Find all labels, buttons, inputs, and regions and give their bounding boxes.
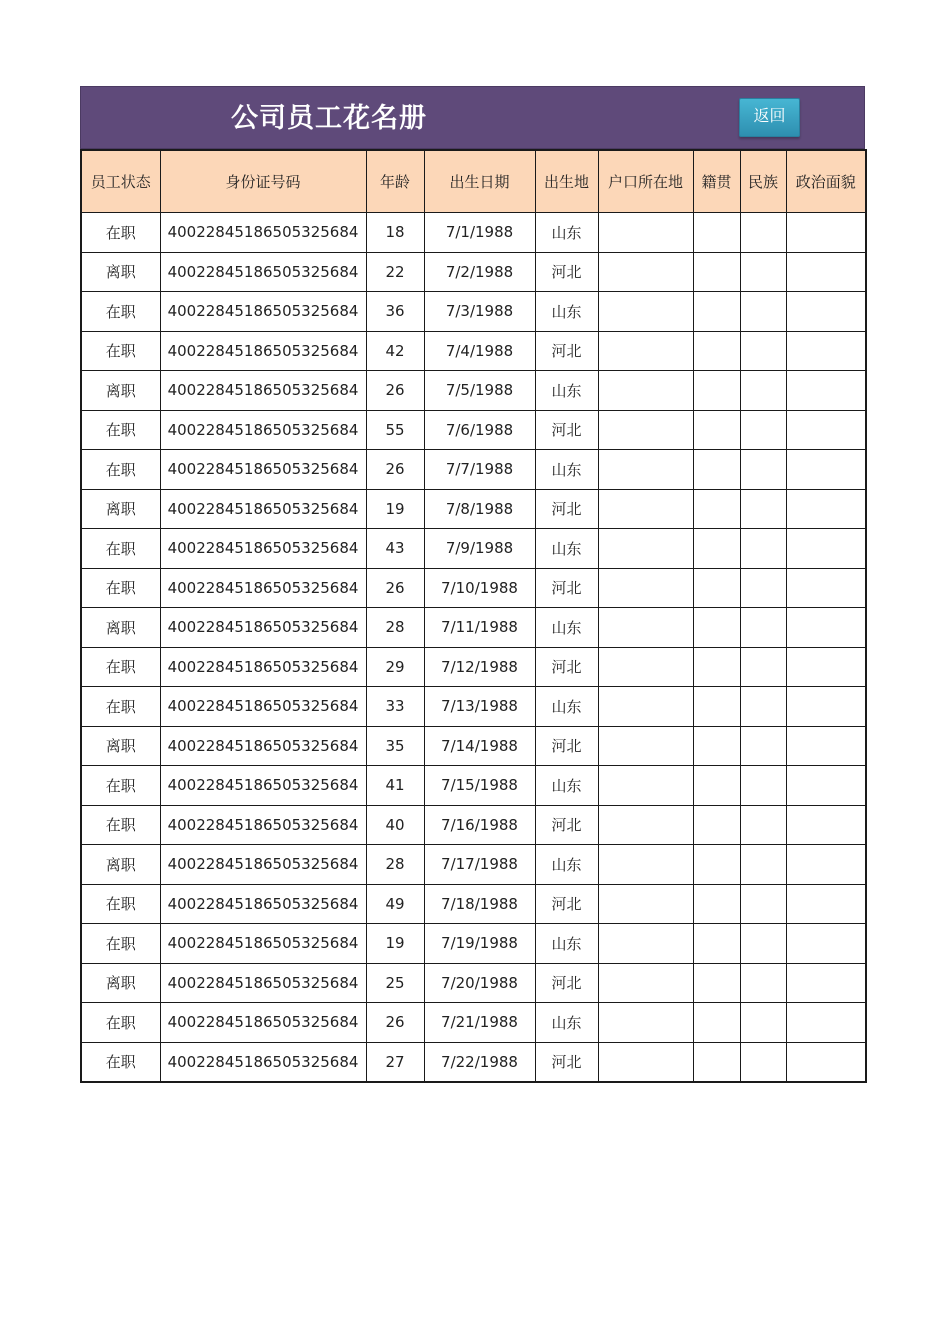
table-row <box>81 489 866 529</box>
ethnicity-cell[interactable] <box>740 213 786 253</box>
birthplace-cell[interactable]: 山东 <box>535 292 598 332</box>
hukou-cell[interactable] <box>598 1003 693 1043</box>
column-header-native-place: 籍贯 <box>693 150 740 213</box>
native-place-cell[interactable] <box>693 766 740 806</box>
native-place-cell[interactable] <box>693 884 740 924</box>
table-row <box>81 924 866 964</box>
birthplace-cell[interactable]: 山东 <box>535 687 598 727</box>
birthplace-cell[interactable]: 山东 <box>535 608 598 648</box>
age-cell[interactable]: 28 <box>366 608 424 648</box>
birthplace-cell[interactable]: 山东 <box>535 766 598 806</box>
hukou-cell[interactable] <box>598 726 693 766</box>
employee-status-cell[interactable]: 在职 <box>81 766 160 806</box>
political-status-cell[interactable] <box>786 647 866 687</box>
birth-date-cell[interactable]: 7/22/1988 <box>424 1042 535 1082</box>
back-button[interactable]: 返回 <box>739 98 800 137</box>
ethnicity-cell[interactable] <box>740 647 786 687</box>
hukou-cell[interactable] <box>598 410 693 450</box>
column-header-birthplace: 出生地 <box>535 150 598 213</box>
birthplace-cell[interactable]: 河北 <box>535 884 598 924</box>
native-place-cell[interactable] <box>693 687 740 727</box>
birth-date-cell[interactable]: 7/6/1988 <box>424 410 535 450</box>
political-status-cell[interactable] <box>786 410 866 450</box>
table-row <box>81 450 866 490</box>
employee-status-cell[interactable]: 在职 <box>81 292 160 332</box>
birthplace-cell[interactable]: 山东 <box>535 450 598 490</box>
political-status-cell[interactable] <box>786 1042 866 1082</box>
birthplace-cell[interactable]: 河北 <box>535 331 598 371</box>
age-cell[interactable]: 26 <box>366 450 424 490</box>
birthplace-cell[interactable]: 河北 <box>535 726 598 766</box>
table-row <box>81 292 866 332</box>
birthplace-cell[interactable]: 河北 <box>535 568 598 608</box>
ethnicity-cell[interactable] <box>740 331 786 371</box>
employee-status-cell[interactable]: 在职 <box>81 687 160 727</box>
political-status-cell[interactable] <box>786 252 866 292</box>
native-place-cell[interactable] <box>693 450 740 490</box>
hukou-cell[interactable] <box>598 608 693 648</box>
birth-date-cell[interactable]: 7/16/1988 <box>424 805 535 845</box>
id-number-cell[interactable]: 40022845186505325684 <box>160 252 366 292</box>
birthplace-cell[interactable]: 山东 <box>535 213 598 253</box>
column-header-political-status: 政治面貌 <box>786 150 866 213</box>
birth-date-cell[interactable]: 7/11/1988 <box>424 608 535 648</box>
employee-status-cell[interactable]: 在职 <box>81 1042 160 1082</box>
table-body <box>81 213 866 1083</box>
birth-date-cell[interactable]: 7/2/1988 <box>424 252 535 292</box>
age-cell[interactable]: 27 <box>366 1042 424 1082</box>
table-row <box>81 568 866 608</box>
table-row <box>81 647 866 687</box>
age-cell[interactable]: 26 <box>366 371 424 411</box>
age-cell[interactable]: 19 <box>366 924 424 964</box>
hukou-cell[interactable] <box>598 766 693 806</box>
hukou-cell[interactable] <box>598 845 693 885</box>
age-cell[interactable]: 55 <box>366 410 424 450</box>
birthplace-cell[interactable]: 河北 <box>535 805 598 845</box>
table-row <box>81 805 866 845</box>
political-status-cell[interactable] <box>786 213 866 253</box>
table-row <box>81 371 866 411</box>
ethnicity-cell[interactable] <box>740 805 786 845</box>
id-number-cell[interactable]: 40022845186505325684 <box>160 805 366 845</box>
birth-date-cell[interactable]: 7/5/1988 <box>424 371 535 411</box>
birth-date-cell[interactable]: 7/10/1988 <box>424 568 535 608</box>
ethnicity-cell[interactable] <box>740 766 786 806</box>
ethnicity-cell[interactable] <box>740 371 786 411</box>
birth-date-cell[interactable]: 7/19/1988 <box>424 924 535 964</box>
id-number-cell[interactable]: 40022845186505325684 <box>160 489 366 529</box>
age-cell[interactable]: 18 <box>366 213 424 253</box>
id-number-cell[interactable]: 40022845186505325684 <box>160 529 366 569</box>
birth-date-cell[interactable]: 7/18/1988 <box>424 884 535 924</box>
column-header-ethnicity: 民族 <box>740 150 786 213</box>
age-cell[interactable]: 25 <box>366 963 424 1003</box>
political-status-cell[interactable] <box>786 331 866 371</box>
id-number-cell[interactable]: 40022845186505325684 <box>160 884 366 924</box>
native-place-cell[interactable] <box>693 331 740 371</box>
table-row <box>81 213 866 253</box>
employee-status-cell[interactable]: 在职 <box>81 805 160 845</box>
age-cell[interactable]: 28 <box>366 845 424 885</box>
hukou-cell[interactable] <box>598 963 693 1003</box>
title-banner <box>80 86 865 149</box>
ethnicity-cell[interactable] <box>740 489 786 529</box>
ethnicity-cell[interactable] <box>740 568 786 608</box>
roster-sheet <box>80 86 865 1083</box>
hukou-cell[interactable] <box>598 687 693 727</box>
hukou-cell[interactable] <box>598 331 693 371</box>
native-place-cell[interactable] <box>693 1042 740 1082</box>
table-row <box>81 726 866 766</box>
id-number-cell[interactable]: 40022845186505325684 <box>160 1003 366 1043</box>
birth-date-cell[interactable]: 7/1/1988 <box>424 213 535 253</box>
birth-date-cell[interactable]: 7/21/1988 <box>424 1003 535 1043</box>
employee-status-cell[interactable]: 在职 <box>81 924 160 964</box>
age-cell[interactable]: 33 <box>366 687 424 727</box>
age-cell[interactable]: 41 <box>366 766 424 806</box>
employee-status-cell[interactable]: 在职 <box>81 884 160 924</box>
id-number-cell[interactable]: 40022845186505325684 <box>160 213 366 253</box>
table-row <box>81 1003 866 1043</box>
id-number-cell[interactable]: 40022845186505325684 <box>160 687 366 727</box>
political-status-cell[interactable] <box>786 924 866 964</box>
ethnicity-cell[interactable] <box>740 726 786 766</box>
political-status-cell[interactable] <box>786 1003 866 1043</box>
table-row <box>81 1042 866 1082</box>
native-place-cell[interactable] <box>693 529 740 569</box>
hukou-cell[interactable] <box>598 805 693 845</box>
ethnicity-cell[interactable] <box>740 292 786 332</box>
table-row <box>81 963 866 1003</box>
political-status-cell[interactable] <box>786 687 866 727</box>
id-number-cell[interactable]: 40022845186505325684 <box>160 1042 366 1082</box>
employee-status-cell[interactable]: 离职 <box>81 489 160 529</box>
age-cell[interactable]: 26 <box>366 568 424 608</box>
table-row <box>81 252 866 292</box>
political-status-cell[interactable] <box>786 766 866 806</box>
birthplace-cell[interactable]: 山东 <box>535 529 598 569</box>
employee-status-cell[interactable]: 离职 <box>81 371 160 411</box>
id-number-cell[interactable]: 40022845186505325684 <box>160 924 366 964</box>
political-status-cell[interactable] <box>786 845 866 885</box>
age-cell[interactable]: 36 <box>366 292 424 332</box>
native-place-cell[interactable] <box>693 924 740 964</box>
ethnicity-cell[interactable] <box>740 608 786 648</box>
ethnicity-cell[interactable] <box>740 252 786 292</box>
political-status-cell[interactable] <box>786 726 866 766</box>
id-number-cell[interactable]: 40022845186505325684 <box>160 726 366 766</box>
table-row <box>81 845 866 885</box>
table-row <box>81 766 866 806</box>
hukou-cell[interactable] <box>598 213 693 253</box>
ethnicity-cell[interactable] <box>740 845 786 885</box>
native-place-cell[interactable] <box>693 252 740 292</box>
page-title: 公司员工花名册 <box>231 103 427 134</box>
employee-status-cell[interactable]: 在职 <box>81 331 160 371</box>
id-number-cell[interactable]: 40022845186505325684 <box>160 608 366 648</box>
employee-status-cell[interactable]: 在职 <box>81 213 160 253</box>
birthplace-cell[interactable]: 河北 <box>535 410 598 450</box>
hukou-cell[interactable] <box>598 1042 693 1082</box>
birthplace-cell[interactable]: 河北 <box>535 252 598 292</box>
political-status-cell[interactable] <box>786 805 866 845</box>
birthplace-cell[interactable]: 山东 <box>535 924 598 964</box>
political-status-cell[interactable] <box>786 450 866 490</box>
id-number-cell[interactable]: 40022845186505325684 <box>160 371 366 411</box>
birth-date-cell[interactable]: 7/14/1988 <box>424 726 535 766</box>
employee-status-cell[interactable]: 离职 <box>81 252 160 292</box>
table-row <box>81 410 866 450</box>
ethnicity-cell[interactable] <box>740 884 786 924</box>
age-cell[interactable]: 49 <box>366 884 424 924</box>
native-place-cell[interactable] <box>693 805 740 845</box>
age-cell[interactable]: 40 <box>366 805 424 845</box>
native-place-cell[interactable] <box>693 292 740 332</box>
ethnicity-cell[interactable] <box>740 529 786 569</box>
employee-status-cell[interactable]: 离职 <box>81 608 160 648</box>
id-number-cell[interactable]: 40022845186505325684 <box>160 568 366 608</box>
table-row <box>81 529 866 569</box>
political-status-cell[interactable] <box>786 292 866 332</box>
ethnicity-cell[interactable] <box>740 450 786 490</box>
age-cell[interactable]: 26 <box>366 1003 424 1043</box>
id-number-cell[interactable]: 40022845186505325684 <box>160 410 366 450</box>
birthplace-cell[interactable]: 河北 <box>535 963 598 1003</box>
political-status-cell[interactable] <box>786 529 866 569</box>
birthplace-cell[interactable]: 河北 <box>535 647 598 687</box>
native-place-cell[interactable] <box>693 845 740 885</box>
birth-date-cell[interactable]: 7/9/1988 <box>424 529 535 569</box>
birthplace-cell[interactable]: 山东 <box>535 845 598 885</box>
age-cell[interactable]: 35 <box>366 726 424 766</box>
employee-status-cell[interactable]: 在职 <box>81 450 160 490</box>
birth-date-cell[interactable]: 7/4/1988 <box>424 331 535 371</box>
native-place-cell[interactable] <box>693 726 740 766</box>
hukou-cell[interactable] <box>598 884 693 924</box>
hukou-cell[interactable] <box>598 450 693 490</box>
id-number-cell[interactable]: 40022845186505325684 <box>160 845 366 885</box>
native-place-cell[interactable] <box>693 489 740 529</box>
political-status-cell[interactable] <box>786 608 866 648</box>
native-place-cell[interactable] <box>693 608 740 648</box>
hukou-cell[interactable] <box>598 647 693 687</box>
native-place-cell[interactable] <box>693 647 740 687</box>
native-place-cell[interactable] <box>693 371 740 411</box>
birth-date-cell[interactable]: 7/13/1988 <box>424 687 535 727</box>
native-place-cell[interactable] <box>693 213 740 253</box>
birthplace-cell[interactable]: 河北 <box>535 489 598 529</box>
column-header-birth-date: 出生日期 <box>424 150 535 213</box>
table-header-row <box>81 150 866 213</box>
id-number-cell[interactable]: 40022845186505325684 <box>160 331 366 371</box>
column-header-id-number: 身份证号码 <box>160 150 366 213</box>
table-row <box>81 331 866 371</box>
column-header-status: 员工状态 <box>81 150 160 213</box>
age-cell[interactable]: 42 <box>366 331 424 371</box>
political-status-cell[interactable] <box>786 963 866 1003</box>
column-header-hukou: 户口所在地 <box>598 150 693 213</box>
age-cell[interactable]: 19 <box>366 489 424 529</box>
employee-status-cell[interactable]: 离职 <box>81 726 160 766</box>
birthplace-cell[interactable]: 山东 <box>535 1003 598 1043</box>
native-place-cell[interactable] <box>693 1003 740 1043</box>
native-place-cell[interactable] <box>693 410 740 450</box>
table-row <box>81 884 866 924</box>
ethnicity-cell[interactable] <box>740 1042 786 1082</box>
id-number-cell[interactable]: 40022845186505325684 <box>160 292 366 332</box>
column-header-age: 年龄 <box>366 150 424 213</box>
id-number-cell[interactable]: 40022845186505325684 <box>160 766 366 806</box>
hukou-cell[interactable] <box>598 568 693 608</box>
age-cell[interactable]: 29 <box>366 647 424 687</box>
employee-status-cell[interactable]: 离职 <box>81 963 160 1003</box>
hukou-cell[interactable] <box>598 292 693 332</box>
hukou-cell[interactable] <box>598 489 693 529</box>
birth-date-cell[interactable]: 7/7/1988 <box>424 450 535 490</box>
hukou-cell[interactable] <box>598 252 693 292</box>
birth-date-cell[interactable]: 7/8/1988 <box>424 489 535 529</box>
ethnicity-cell[interactable] <box>740 1003 786 1043</box>
ethnicity-cell[interactable] <box>740 410 786 450</box>
ethnicity-cell[interactable] <box>740 924 786 964</box>
birth-date-cell[interactable]: 7/3/1988 <box>424 292 535 332</box>
native-place-cell[interactable] <box>693 963 740 1003</box>
ethnicity-cell[interactable] <box>740 963 786 1003</box>
birth-date-cell[interactable]: 7/17/1988 <box>424 845 535 885</box>
native-place-cell[interactable] <box>693 568 740 608</box>
table-row <box>81 687 866 727</box>
employee-status-cell[interactable]: 在职 <box>81 1003 160 1043</box>
employee-status-cell[interactable]: 在职 <box>81 568 160 608</box>
employee-status-cell[interactable]: 在职 <box>81 410 160 450</box>
birth-date-cell[interactable]: 7/12/1988 <box>424 647 535 687</box>
ethnicity-cell[interactable] <box>740 687 786 727</box>
age-cell[interactable]: 43 <box>366 529 424 569</box>
id-number-cell[interactable]: 40022845186505325684 <box>160 450 366 490</box>
birthplace-cell[interactable]: 山东 <box>535 371 598 411</box>
age-cell[interactable]: 22 <box>366 252 424 292</box>
political-status-cell[interactable] <box>786 884 866 924</box>
id-number-cell[interactable]: 40022845186505325684 <box>160 963 366 1003</box>
employee-status-cell[interactable]: 在职 <box>81 647 160 687</box>
political-status-cell[interactable] <box>786 489 866 529</box>
political-status-cell[interactable] <box>786 568 866 608</box>
birth-date-cell[interactable]: 7/20/1988 <box>424 963 535 1003</box>
hukou-cell[interactable] <box>598 924 693 964</box>
birth-date-cell[interactable]: 7/15/1988 <box>424 766 535 806</box>
employee-roster-table <box>80 149 867 1083</box>
employee-status-cell[interactable]: 在职 <box>81 529 160 569</box>
employee-status-cell[interactable]: 离职 <box>81 845 160 885</box>
table-row <box>81 608 866 648</box>
birthplace-cell[interactable]: 河北 <box>535 1042 598 1082</box>
political-status-cell[interactable] <box>786 371 866 411</box>
hukou-cell[interactable] <box>598 371 693 411</box>
id-number-cell[interactable]: 40022845186505325684 <box>160 647 366 687</box>
hukou-cell[interactable] <box>598 529 693 569</box>
